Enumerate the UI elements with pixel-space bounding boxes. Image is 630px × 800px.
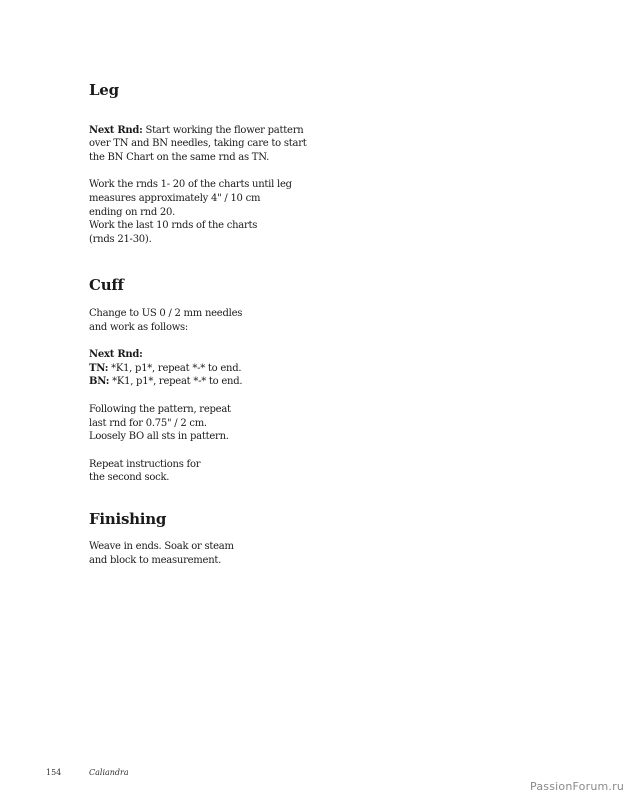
- cuff-paragraph-3: [89, 403, 349, 444]
- next-rnd-label: Next Rnd:: [89, 124, 143, 136]
- finishing-paragraph: [89, 540, 349, 567]
- cuff-tn-line: [89, 362, 349, 376]
- leg-p2-line3: ending on rnd 20.: [89, 206, 176, 218]
- page-number: 154: [46, 768, 62, 777]
- tn-label: TN:: [89, 362, 109, 374]
- cuff-next-rnd: [89, 348, 349, 362]
- leg-p2-line4: Work the last 10 rnds of the charts: [89, 220, 258, 232]
- cuff-bn-line: [89, 375, 349, 389]
- bn-text: *K1, p1*, repeat *-* to end.: [109, 376, 243, 388]
- leg-paragraph-1: [89, 124, 349, 165]
- cuff-p3-line3: Loosely BO all sts in pattern.: [89, 431, 229, 443]
- leg-p2-line1: Work the rnds 1- 20 of the charts until leg: [89, 179, 292, 191]
- book-title: Caliandra: [89, 768, 129, 777]
- leg-p2-line5: (rnds 21-30).: [89, 233, 152, 245]
- cuff-paragraph-1: [89, 307, 349, 334]
- cuff-paragraph-2: [89, 348, 349, 389]
- page-content: [89, 81, 349, 568]
- leg-p1-text: Start working the flower pattern: [142, 124, 304, 136]
- finishing-line1: Weave in ends. Soak or steam: [89, 541, 234, 553]
- cuff-p3-line1: Following the pattern, repeat: [89, 403, 231, 415]
- leg-p1-line3: the BN Chart on the same rnd as TN.: [89, 151, 270, 163]
- cuff-p1-line2: and work as follows:: [89, 321, 189, 333]
- section-title-finishing: Finishing: [89, 509, 167, 528]
- section-title-leg: Leg: [89, 81, 119, 99]
- cuff-p4-line2: the second sock.: [89, 472, 170, 484]
- leg-p1-line2: over TN and BN needles, taking care to start: [89, 138, 307, 150]
- cuff-paragraph-4: [89, 458, 349, 485]
- cuff-p3-line2: last rnd for 0.75" / 2 cm.: [89, 417, 207, 429]
- bn-label: BN:: [89, 376, 110, 388]
- leg-p2-line2: measures approximately 4" / 10 cm: [89, 192, 261, 204]
- tn-text: *K1, p1*, repeat *-* to end.: [108, 362, 242, 374]
- finishing-line2: and block to measurement.: [89, 555, 222, 567]
- section-title-cuff: Cuff: [89, 276, 124, 295]
- cuff-p1-line1: Change to US 0 / 2 mm needles: [89, 307, 243, 319]
- leg-paragraph-2: [89, 178, 349, 246]
- watermark: PassionForum.ru: [530, 780, 624, 793]
- leg-p1-line1: [89, 124, 349, 138]
- cuff-p4-line1: Repeat instructions for: [89, 458, 201, 470]
- cuff-next-rnd-label: Next Rnd:: [89, 349, 143, 361]
